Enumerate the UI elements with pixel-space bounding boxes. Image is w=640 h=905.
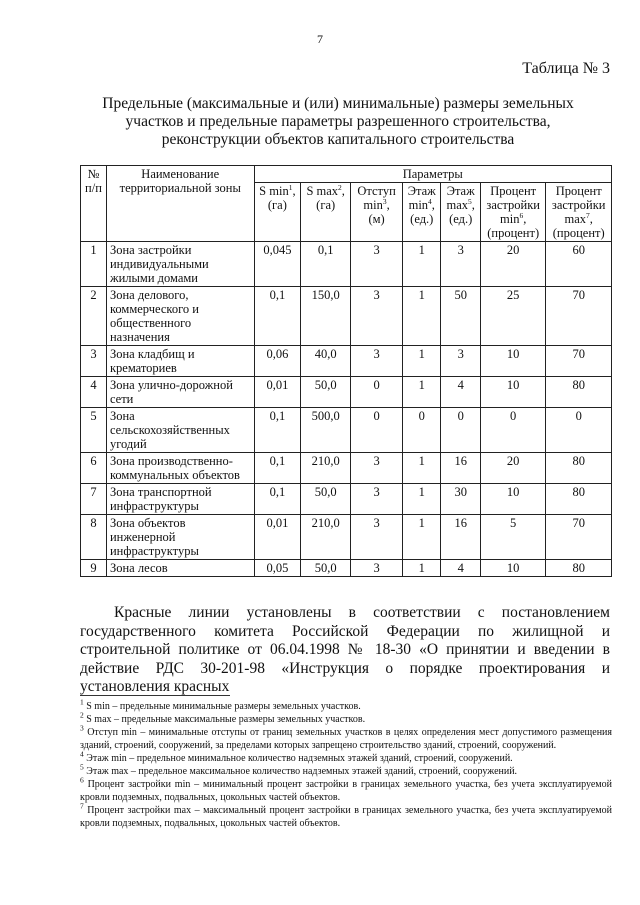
s-min-value: 0,01 [254,377,301,408]
body-paragraph: Красные линии установлены в соответствии с постановлением государственного комитета Российской Федерации по жилищной и строительной политике от 06.04.1998 № 18-30 «О принятии и введении в действие РДС 30-201-98 «Инструкция о порядке проектирования и установления красных [80,604,610,695]
footnote: $^4$ Этаж min – предельное минимальное количество надземных этажей зданий, строений, сооружений. [80,749,513,764]
coverage-min-value: 5 [480,515,545,560]
header-coverage-max: Процент застройки $\max^7$, (процент) [546,183,612,242]
floors-max-value: 4 [441,377,480,408]
row-number: 7 [81,484,107,515]
coverage-min-value: 0 [480,408,545,453]
header-number: № п/п [81,166,107,242]
setback-value: 0 [351,408,403,453]
floors-max-value: 3 [441,346,480,377]
header-coverage-min: Процент застройки $\min^6$, (процент) [480,183,545,242]
row-number: 5 [81,408,107,453]
table-row [81,484,612,515]
zone-name: Зона лесов [106,560,254,577]
coverage-max-value: 70 [546,515,612,560]
s-max-value: 0,1 [301,242,351,287]
setback-value: 3 [351,484,403,515]
setback-value: 3 [351,560,403,577]
floors-min-value: 1 [403,287,441,346]
floors-max-value: 50 [441,287,480,346]
row-number: 6 [81,453,107,484]
footnote: $^1$ S min – предельные минимальные размеры земельных участков. [80,697,361,712]
footnote: $^7$ Процент застройки max – максимальный процент застройки в границах земельного участка, без учета эксплуатируемой кровли подземных, подвальных, цокольных частей объектов. [80,801,612,829]
setback-value: 3 [351,515,403,560]
floors-min-value: 1 [403,515,441,560]
coverage-min-value: 25 [480,287,545,346]
coverage-max-value: 70 [546,287,612,346]
footnote: $^5$ Этаж max – предельное максимальное количество надземных этажей зданий, строений, сооружений. [80,762,518,777]
coverage-max-value: 60 [546,242,612,287]
table-row [81,453,612,484]
table-row [81,242,612,287]
table-row [81,346,612,377]
zone-name: Зона кладбищ и крематориев [106,346,254,377]
footnote: $^2$ S max – предельные максимальные размеры земельных участков. [80,710,366,725]
header-floors-min: Этаж $\min^4$, (ед.) [403,183,441,242]
coverage-min-value: 10 [480,346,545,377]
s-min-value: 0,1 [254,408,301,453]
row-number: 3 [81,346,107,377]
s-max-value: 50,0 [301,484,351,515]
coverage-max-value: 0 [546,408,612,453]
row-number: 9 [81,560,107,577]
header-parameters: Параметры [254,166,612,183]
zone-name: Зона улично-дорожной сети [106,377,254,408]
floors-min-value: 1 [403,346,441,377]
zone-name: Зона сельскохозяйственных угодий [106,408,254,453]
s-max-value: 210,0 [301,515,351,560]
coverage-min-value: 20 [480,242,545,287]
s-min-value: 0,05 [254,560,301,577]
floors-min-value: 1 [403,242,441,287]
row-number: 4 [81,377,107,408]
coverage-min-value: 10 [480,484,545,515]
floors-min-value: 1 [403,377,441,408]
table-row [81,408,612,453]
table-label: Таблица № 3 [522,60,610,77]
header-setback-min: Отступ $\min^3$, (м) [351,183,403,242]
row-number: 2 [81,287,107,346]
parameters-table [80,165,612,577]
s-min-value: 0,01 [254,515,301,560]
s-max-value: 50,0 [301,377,351,408]
coverage-min-value: 10 [480,377,545,408]
table-row [81,287,612,346]
header-s-max: S $\max^2$, (га) [301,183,351,242]
s-max-value: 40,0 [301,346,351,377]
zone-name: Зона транспортной инфраструктуры [106,484,254,515]
floors-min-value: 1 [403,453,441,484]
setback-value: 3 [351,242,403,287]
header-s-min: S $\min^1$, (га) [254,183,301,242]
s-max-value: 500,0 [301,408,351,453]
footnote: $^6$ Процент застройки min – минимальный процент застройки в границах земельного участка, без учета эксплуатируемой кровли подземных, подвальных, цокольных частей объектов. [80,775,612,803]
setback-value: 3 [351,287,403,346]
table-row [81,515,612,560]
coverage-max-value: 80 [546,560,612,577]
s-min-value: 0,1 [254,287,301,346]
floors-max-value: 3 [441,242,480,287]
row-number: 1 [81,242,107,287]
s-min-value: 0,045 [254,242,301,287]
coverage-max-value: 80 [546,484,612,515]
coverage-max-value: 80 [546,377,612,408]
zone-name: Зона застройки индивидуальными жилыми домами [106,242,254,287]
row-number: 8 [81,515,107,560]
floors-max-value: 0 [441,408,480,453]
coverage-min-value: 20 [480,453,545,484]
table-row [81,377,612,408]
footnotes [80,697,612,830]
table-header-row [81,166,612,183]
setback-value: 0 [351,377,403,408]
s-min-value: 0,1 [254,453,301,484]
floors-max-value: 30 [441,484,480,515]
coverage-max-value: 70 [546,346,612,377]
zone-name: Зона делового, коммерческого и общественного назначения [106,287,254,346]
setback-value: 3 [351,453,403,484]
table-title: Предельные (максимальные и (или) минимальные) размеры земельных участков и предельные параметры разрешенного строительства, реконструкции объектов капитального строительства [102,95,574,148]
setback-value: 3 [351,346,403,377]
table-row [81,560,612,577]
header-floors-max: Этаж $\max^5$, (ед.) [441,183,480,242]
footnote-separator [80,695,230,696]
coverage-max-value: 80 [546,453,612,484]
page-number: 7 [317,32,323,46]
coverage-min-value: 10 [480,560,545,577]
header-zone-name: Наименование территориальной зоны [106,166,254,242]
zone-name: Зона объектов инженерной инфраструктуры [106,515,254,560]
floors-max-value: 4 [441,560,480,577]
floors-max-value: 16 [441,515,480,560]
zone-name: Зона производственно-коммунальных объектов [106,453,254,484]
floors-min-value: 0 [403,408,441,453]
s-min-value: 0,1 [254,484,301,515]
floors-min-value: 1 [403,484,441,515]
s-max-value: 50,0 [301,560,351,577]
floors-max-value: 16 [441,453,480,484]
s-max-value: 210,0 [301,453,351,484]
s-min-value: 0,06 [254,346,301,377]
s-max-value: 150,0 [301,287,351,346]
footnote: $^3$ Отступ min – минимальные отступы от границ земельных участков в целях определения мест допустимого размещения зданий, строений, сооружений, за пределами которых запрещено строительство зданий, строений, сооружений. [80,723,612,751]
floors-min-value: 1 [403,560,441,577]
